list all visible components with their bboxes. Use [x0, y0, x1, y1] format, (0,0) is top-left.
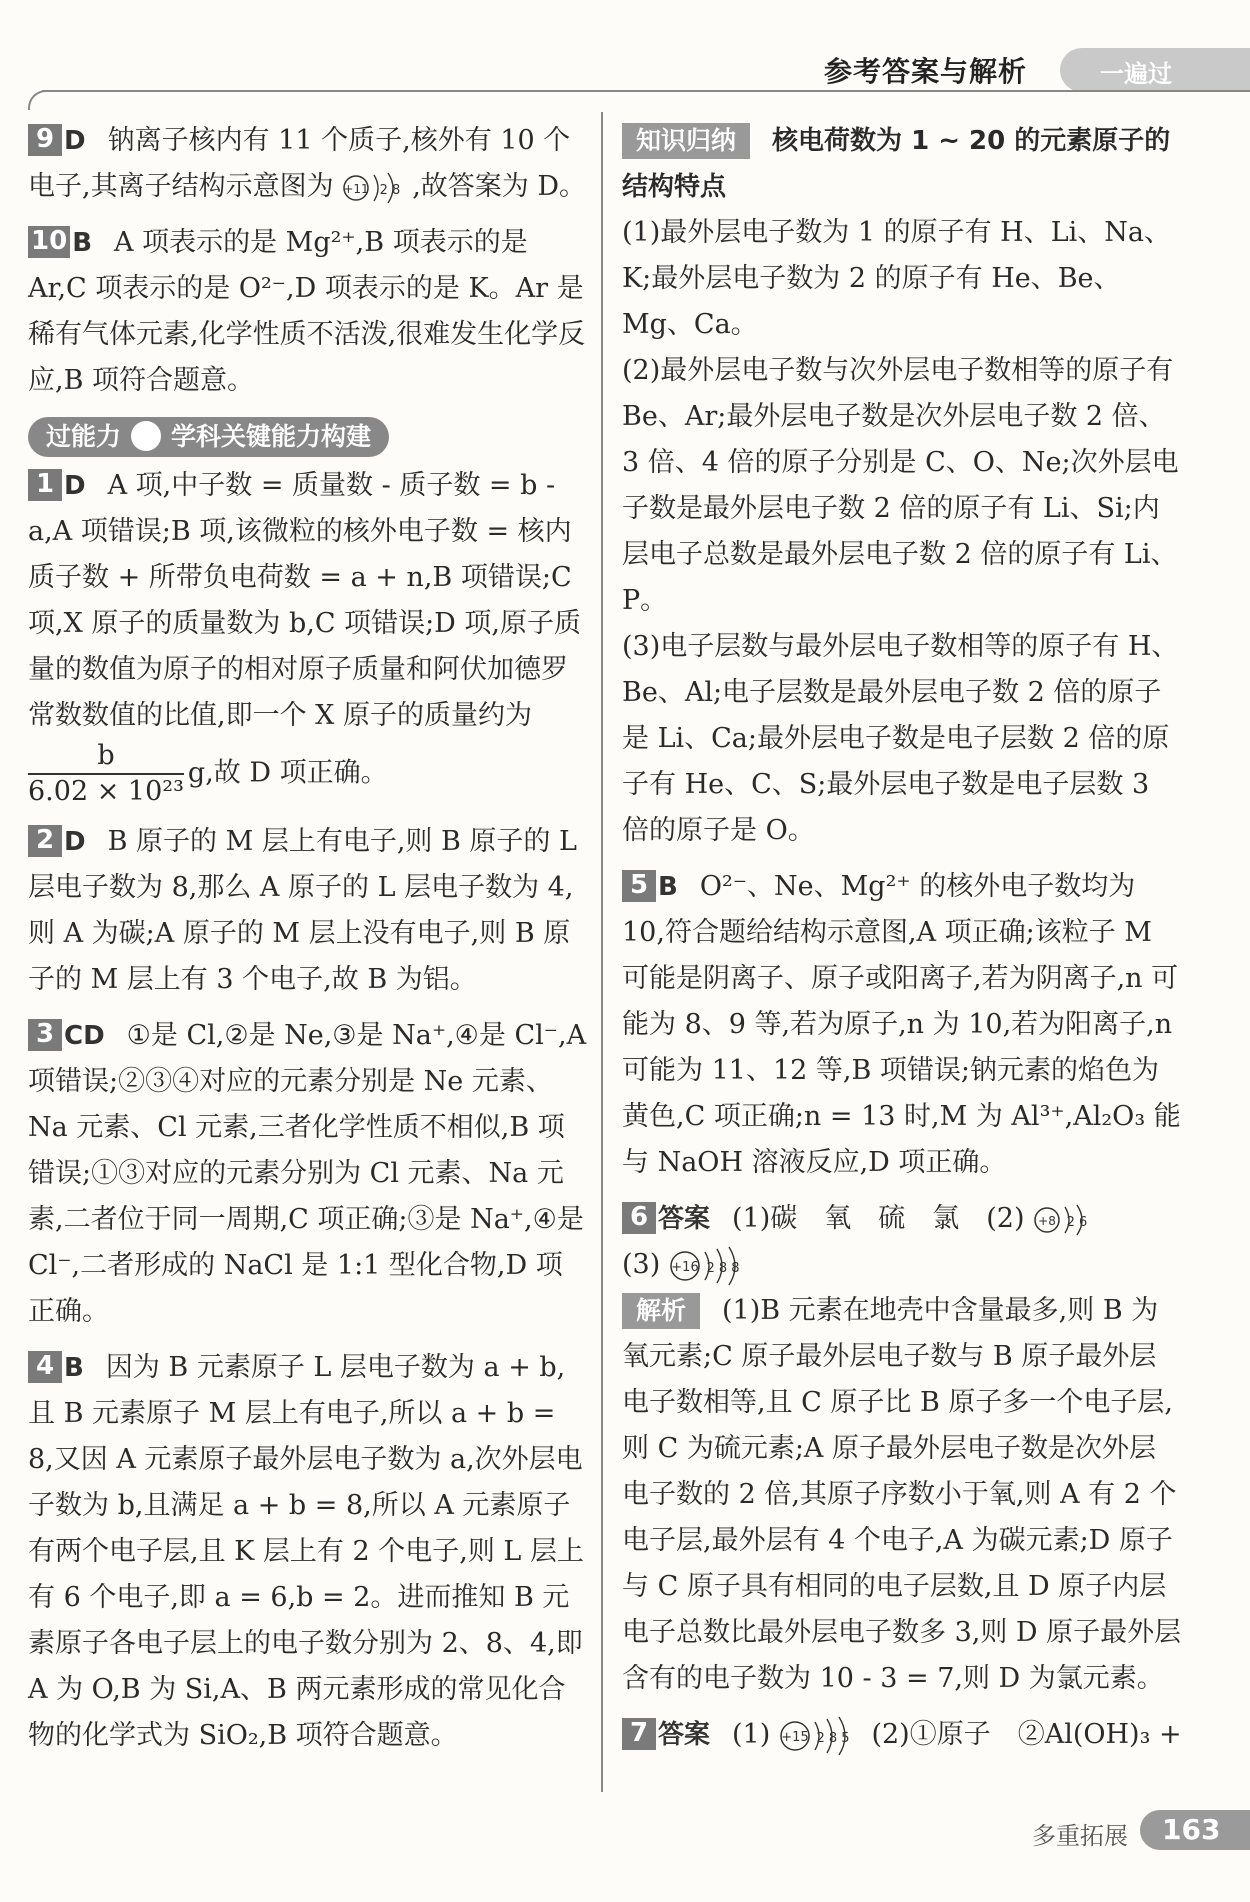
question-number: 2 — [28, 825, 62, 857]
header-tab-label: 一遍过 — [1100, 60, 1172, 88]
right-column — [622, 118, 1182, 1768]
answer-letter: B — [64, 1353, 84, 1383]
answer-item-10 — [28, 220, 588, 404]
o-atom-structure-diagram — [1033, 1203, 1097, 1237]
answer-line-2: (2)①原子 ②Al(OH)₃ + — [871, 1719, 1182, 1750]
answer-line-1: (1) — [732, 1719, 771, 1750]
answer-label: 答案 — [658, 1720, 711, 1750]
svg-text:+11: +11 — [343, 181, 369, 196]
s-atom-structure-diagram — [669, 1246, 753, 1286]
answer-letter: B — [72, 228, 93, 258]
answer-letter: B — [658, 872, 678, 902]
svg-text:+8: +8 — [1038, 1213, 1056, 1228]
banner-circle-icon — [131, 421, 161, 451]
page-header — [812, 48, 1250, 96]
answer-text: 钠离子核内有 11 个质子,核外有 10 个电子,其离子结构示意图为 — [28, 125, 571, 202]
footer-label: 多重拓展 — [1032, 1822, 1128, 1850]
answer-item-3 — [28, 1013, 588, 1335]
answer-text: A 项表示的是 Mg²⁺,B 项表示的是 Ar,C 项表示的是 O²⁻,D 项表示的是 K。Ar 是稀有气体元素,化学性质不活泼,很难发生化学反应,B 项符合题意。 — [28, 227, 586, 396]
analysis-text: (1)B 元素在地壳中含量最多,则 B 为氧元素;C 原子最外层电子数与 B 原子最外层电子数相等,且 C 原子比 B 原子多一个电子层,则 C 为硫元素;A 原子最外层电子数是次外层电子数的 2 倍,其原子序数小于氧,则 A 有 2 个电子层,最外层有 4 个电子,A 为碳元素;D 原子与 C 原子具有相同的电子层数,且 D 原子内层电子总数比最外层电子数多 3,则 D 原子最外层含有的电子数为 10 - 3 = 7,则 D 为氯元素。 — [622, 1295, 1182, 1694]
svg-text:+16: +16 — [671, 1259, 699, 1275]
svg-text:2 8: 2 8 — [379, 182, 401, 198]
answer-label: 答案 — [658, 1204, 711, 1234]
answer-item-5 — [622, 864, 1182, 1186]
knowledge-point-1: (1)最外层电子数为 1 的原子有 H、Li、Na、K;最外层电子数为 2 的原子有 He、Be、Mg、Ca。 — [622, 217, 1172, 340]
banner-subtitle: 学科关键能力构建 — [171, 422, 372, 451]
fraction-denominator: 6.02 × 10²³ — [28, 773, 184, 809]
answer-letter: D — [64, 827, 86, 857]
answer-line-1: (1)碳 氧 硫 氯 (2) — [732, 1203, 1025, 1234]
question-number: 5 — [622, 870, 656, 902]
answer-item-9 — [28, 118, 588, 210]
answer-text: O²⁻、Ne、Mg²⁺ 的核外电子数均为 10,符合题给结构示意图,A 项正确;该粒子 M 可能是阴离子、原子或阳离子,若为阴离子,n 可能为 8、9 等,若为原子,n 为 10,若为阳离子,n 可能为 11、12 等,B 项错误;钠元素的焰色为黄色,C 项正确;n = 13 时,M 为 Al³⁺,Al₂O₃ 能与 NaOH 溶液反应,D 项正确。 — [622, 871, 1181, 1178]
question-number: 4 — [28, 1351, 62, 1383]
knowledge-tag: 知识归纳 — [622, 123, 750, 159]
header-rule — [42, 90, 1250, 92]
answer-item-6 — [622, 1196, 1182, 1702]
answer-letter: CD — [64, 1021, 105, 1051]
question-number: 6 — [622, 1202, 656, 1234]
question-number: 3 — [28, 1019, 62, 1051]
page-number: 163 — [1162, 1813, 1221, 1846]
answer-text: ①是 Cl,②是 Ne,③是 Na⁺,④是 Cl⁻,A 项错误;②③④对应的元素分别是 Ne 元素、Na 元素、Cl 元素,三者化学性质不相似,B 项错误;①③对应的元素分别为 Cl 元素、Na 元素,二者位于同一周期,C 项正确;③是 Na⁺,④是 Cl⁻,二者形成的 NaCl 是 1:1 型化合物,D 项正确。 — [28, 1020, 587, 1327]
answer-line-2: (3) — [622, 1249, 661, 1280]
svg-text:+15: +15 — [781, 1729, 809, 1745]
answer-item-2 — [28, 819, 588, 1003]
answer-text: 因为 B 元素原子 L 层电子数为 a + b,且 B 元素原子 M 层上有电子,所以 a + b = 8,又因 A 元素原子最外层电子数为 a,次外层电子数为 b,且满足 a + b = 8,所以 A 元素原子有两个电子层,且 K 层上有 2 个电子,则 L 层上有 6 个电子,即 a = 6,b = 2。进而推知 B 元素原子各电子层上的电子数分别为 2、8、4,即 A 为 O,B 为 Si,A、B 两元素形成的常见化合物的化学式为 SiO₂,B 项符合题意。 — [28, 1352, 584, 1751]
knowledge-summary — [622, 118, 1182, 854]
p-atom-structure-diagram — [779, 1716, 863, 1756]
knowledge-point-2: (2)最外层电子数与次外层电子数相等的原子有 Be、Ar;最外层电子数是次外层电子数 2 倍、3 倍、4 倍的原子分别是 C、O、Ne;次外层电子数是最外层电子数 2 倍的原子有 Li、Si;内层电子总数是最外层电子数 2 倍的原子有 Li、P。 — [622, 355, 1179, 616]
na-ion-structure-diagram — [342, 171, 412, 205]
question-number: 9 — [28, 124, 62, 156]
answer-text: B 原子的 M 层上有电子,则 B 原子的 L 层电子数为 8,那么 A 原子的 L 层电子数为 4,则 A 为碳;A 原子的 M 层上没有电子,则 B 原子的 M 层上有 3 个电子,故 B 为铝。 — [28, 826, 577, 995]
question-number: 7 — [622, 1718, 656, 1750]
left-column — [28, 118, 588, 1769]
answer-item-1 — [28, 463, 588, 809]
analysis-tag: 解析 — [622, 1293, 700, 1329]
svg-text:2 6: 2 6 — [1066, 1214, 1088, 1230]
question-number: 1 — [28, 469, 62, 501]
answer-letter: D — [64, 126, 86, 156]
mass-fraction — [28, 739, 184, 809]
answer-item-4 — [28, 1345, 588, 1759]
column-divider — [601, 112, 603, 1792]
fraction-numerator: b — [97, 740, 115, 771]
section-banner — [28, 417, 389, 457]
page-number-tab — [1140, 1810, 1250, 1850]
knowledge-point-3: (3)电子层数与最外层电子数相等的原子有 H、Be、Al;电子层数是最外层电子数 2 倍的原子是 Li、Ca;最外层电子数是电子层数 2 倍的原子有 He、C、S;最外层电子数是电子层数 3 倍的原子是 O。 — [622, 631, 1179, 846]
question-number: 10 — [28, 226, 70, 258]
answer-text-tail: ,故答案为 D。 — [412, 171, 586, 202]
answer-text: A 项,中子数 = 质量数 - 质子数 = b - a,A 项错误;B 项,该微粒的核外电子数 = 核内质子数 + 所带负电荷数 = a + n,B 项错误;C 项,X 原子的质量数为 b,C 项错误;D 项,原子质量的数值为原子的相对原子质量和阿伏加德罗常数数值的比值,即一个 X 原子的质量约为 — [28, 470, 581, 731]
svg-text:2 8 8: 2 8 8 — [706, 1260, 740, 1276]
knowledge-title: 核电荷数为 1 ~ 20 的元素原子的结构特点 — [622, 126, 1171, 202]
header-title: 参考答案与解析 — [824, 55, 1028, 88]
banner-label: 过能力 — [46, 422, 122, 451]
header-tab — [1060, 48, 1250, 92]
answer-text-tail: g,故 D 项正确。 — [187, 757, 388, 789]
answer-letter: D — [64, 471, 86, 501]
answer-item-7 — [622, 1712, 1182, 1758]
svg-text:2 8 5: 2 8 5 — [816, 1730, 850, 1746]
